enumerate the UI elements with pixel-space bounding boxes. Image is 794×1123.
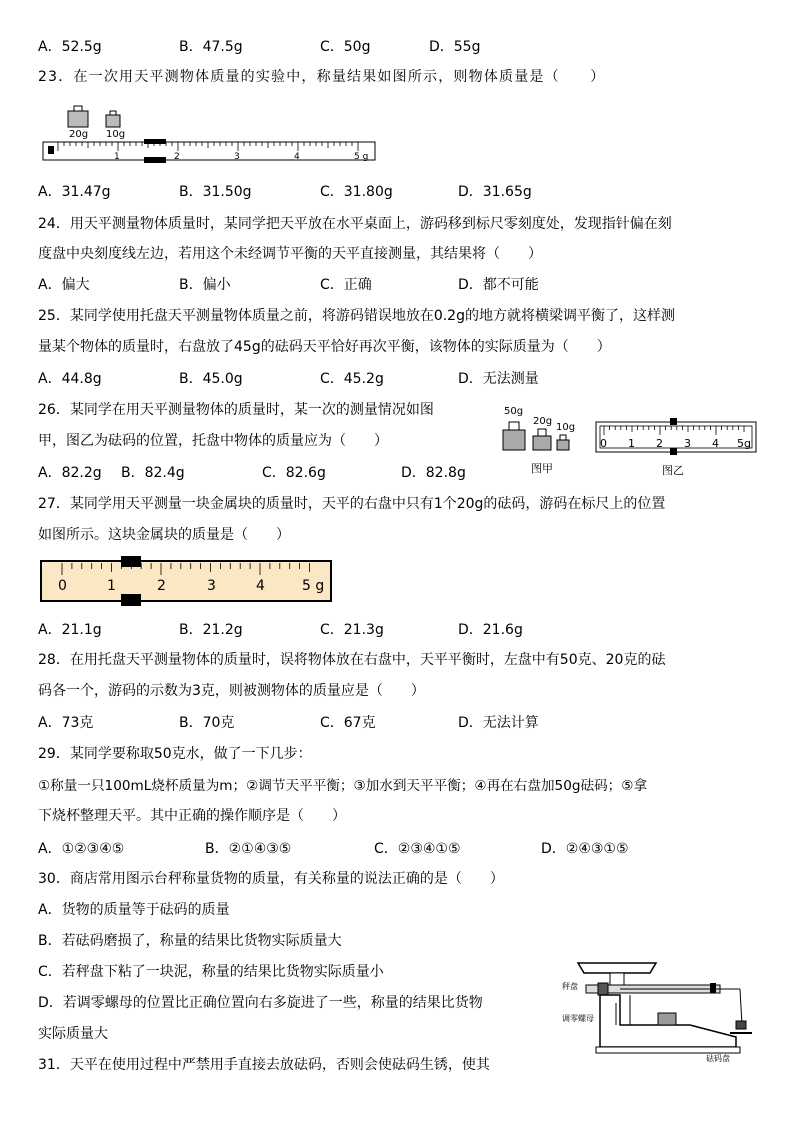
q22-option-d: D．55g bbox=[429, 39, 481, 55]
q29-option-a: A．①②③④⑤ bbox=[38, 841, 125, 857]
svg-text:4: 4 bbox=[712, 437, 719, 450]
svg-text:1: 1 bbox=[107, 578, 116, 594]
weight-10g-icon bbox=[557, 435, 569, 450]
q30-stem: 30．商店常用图示台秤称量货物的质量，有关称量的说法正确的是（ ） bbox=[38, 871, 504, 887]
q29-line3: 下烧杯整理天平。其中正确的操作顺序是（ ） bbox=[38, 808, 346, 824]
q26-option-d: D．82.8g bbox=[401, 465, 466, 481]
q27-line2: 如图所示。这块金属块的质量是（ ） bbox=[38, 527, 290, 543]
q25-option-b: B．45.0g bbox=[179, 371, 243, 387]
q24-option-d: D．都不可能 bbox=[458, 277, 539, 293]
svg-text:0: 0 bbox=[600, 437, 607, 450]
svg-text:3: 3 bbox=[207, 578, 216, 594]
q24-option-a: A．偏大 bbox=[38, 277, 90, 293]
q24-option-c: C．正确 bbox=[320, 277, 372, 293]
q23-figure bbox=[38, 100, 383, 170]
rider-bottom bbox=[144, 157, 166, 163]
weight-20g-icon bbox=[533, 429, 551, 450]
q30-option-a: A．货物的质量等于砝码的质量 bbox=[38, 902, 230, 918]
label-zero-nut: 调零螺母 bbox=[562, 1014, 594, 1023]
rider-top bbox=[670, 418, 677, 425]
platform-scale-figure bbox=[560, 955, 760, 1063]
q26-line1: 26．某同学在用天平测量物体的质量时，某一次的测量情况如图 bbox=[38, 402, 434, 418]
svg-text:0: 0 bbox=[58, 578, 67, 594]
svg-text:3: 3 bbox=[234, 152, 240, 162]
q27-option-a: A．21.1g bbox=[38, 622, 102, 638]
q28-option-c: C．67克 bbox=[320, 715, 376, 731]
weight-20g-icon bbox=[68, 106, 88, 140]
q28-line1: 28．在用托盘天平测量物体的质量时，误将物体放在右盘中，天平平衡时，左盘中有50克、20克的砝 bbox=[38, 652, 666, 668]
q23-option-b: B．31.50g bbox=[179, 184, 252, 200]
q24-line1: 24．用天平测量物体质量时，某同学把天平放在水平桌面上，游码移到标尺零刻度处，发现指针偏在刻 bbox=[38, 216, 672, 232]
q23-option-d: D．31.65g bbox=[458, 184, 532, 200]
q28-option-a: A．73克 bbox=[38, 715, 94, 731]
svg-text:10g: 10g bbox=[556, 422, 576, 433]
svg-text:1: 1 bbox=[114, 152, 120, 162]
q25-option-c: C．45.2g bbox=[320, 371, 384, 387]
q27-line1: 27．某同学用天平测量一块金属块的质量时，天平的右盘中只有1个20g的砝码，游码在标尺上的位置 bbox=[38, 496, 666, 512]
weight-10g-icon bbox=[106, 111, 125, 140]
q26-option-a: A．82.2g bbox=[38, 465, 102, 481]
svg-text:5g: 5g bbox=[737, 437, 751, 450]
rider-top bbox=[121, 556, 141, 567]
q28-line2: 码各一个，游码的示数为3克，则被测物体的质量应是（ ） bbox=[38, 683, 425, 699]
svg-text:2: 2 bbox=[656, 437, 663, 450]
q26-option-b: B．82.4g bbox=[121, 465, 185, 481]
q26-figure-b bbox=[594, 414, 758, 478]
q25-option-d: D．无法测量 bbox=[458, 371, 539, 387]
q30-option-c: C．若秤盘下粘了一块泥，称量的结果比货物实际质量小 bbox=[38, 964, 384, 980]
svg-text:3: 3 bbox=[684, 437, 691, 450]
svg-text:1: 1 bbox=[628, 437, 635, 450]
q31-line1: 31．天平在使用过程中严禁用手直接去放砝码，否则会使砝码生锈，使其 bbox=[38, 1057, 490, 1073]
q29-line2: ①称量一只100mL烧杯质量为m；②调节天平平衡；③加水到天平平衡；④再在右盘加50g砝码；⑤拿 bbox=[38, 778, 648, 794]
q23-option-a: A．31.47g bbox=[38, 184, 111, 200]
label-pan: 秤盘 bbox=[562, 982, 578, 991]
q22-option-c: C．50g bbox=[320, 39, 371, 55]
fig-a-caption: 图甲 bbox=[531, 462, 553, 475]
label-weight-pan: 砝码盘 bbox=[706, 1054, 730, 1063]
svg-text:50g: 50g bbox=[504, 406, 524, 417]
q29-option-d: D．②④③①⑤ bbox=[541, 841, 629, 857]
fig-b-caption: 图乙 bbox=[662, 464, 684, 477]
weight-label: 20g bbox=[69, 129, 89, 140]
q26-figure-a bbox=[500, 402, 580, 478]
q29-option-b: B．②①④③⑤ bbox=[205, 841, 292, 857]
svg-text:2: 2 bbox=[157, 578, 166, 594]
svg-text:5 g: 5 g bbox=[302, 578, 325, 594]
q25-line2: 量某个物体的质量时，右盘放了45g的砝码天平恰好再次平衡，该物体的实际质量为（ ） bbox=[38, 339, 611, 355]
q26-option-c: C．82.6g bbox=[262, 465, 326, 481]
q23-option-c: C．31.80g bbox=[320, 184, 393, 200]
q28-option-b: B．70克 bbox=[179, 715, 235, 731]
weight-label: 10g bbox=[106, 129, 126, 140]
svg-text:5 g: 5 g bbox=[354, 152, 369, 162]
rider-bottom bbox=[121, 594, 141, 606]
q22-option-a: A．52.5g bbox=[38, 39, 102, 55]
svg-text:4: 4 bbox=[256, 578, 265, 594]
q24-option-b: B．偏小 bbox=[179, 277, 231, 293]
rider-top bbox=[144, 139, 166, 144]
q29-option-c: C．②③④①⑤ bbox=[374, 841, 461, 857]
q27-figure bbox=[38, 554, 338, 608]
q30-option-d-line1: D．若调零螺母的位置比正确位置向右多旋进了一些，称量的结果比货物 bbox=[38, 995, 483, 1011]
svg-text:2: 2 bbox=[174, 152, 180, 162]
q26-line2: 甲，图乙为砝码的位置，托盘中物体的质量应为（ ） bbox=[38, 433, 388, 449]
svg-text:20g: 20g bbox=[533, 416, 553, 427]
weight-50g-icon bbox=[503, 422, 525, 450]
q24-line2: 度盘中央刻度线左边，若用这个未经调节平衡的天平直接测量，其结果将（ ） bbox=[38, 246, 542, 262]
q28-option-d: D．无法计算 bbox=[458, 715, 539, 731]
q27-option-b: B．21.2g bbox=[179, 622, 243, 638]
rider-bottom bbox=[670, 448, 677, 455]
q23-stem: 23．在一次用天平测物体质量的实验中，称量结果如图所示，则物体质量是（ ） bbox=[38, 69, 606, 85]
q30-option-b: B．若砝码磨损了，称量的结果比货物实际质量大 bbox=[38, 933, 342, 949]
svg-text:4: 4 bbox=[294, 152, 300, 162]
q23-ruler bbox=[43, 139, 375, 163]
q25-line1: 25．某同学使用托盘天平测量物体质量之前，将游码错误地放在0.2g的地方就将横梁调平衡了，这样测 bbox=[38, 308, 675, 324]
q25-option-a: A．44.8g bbox=[38, 371, 102, 387]
q27-option-c: C．21.3g bbox=[320, 622, 384, 638]
q30-option-d-line2: 实际质量大 bbox=[38, 1026, 108, 1042]
q22-option-b: B．47.5g bbox=[179, 39, 243, 55]
q29-line1: 29．某同学要称取50克水，做了一下几步： bbox=[38, 746, 312, 762]
q27-option-d: D．21.6g bbox=[458, 622, 523, 638]
